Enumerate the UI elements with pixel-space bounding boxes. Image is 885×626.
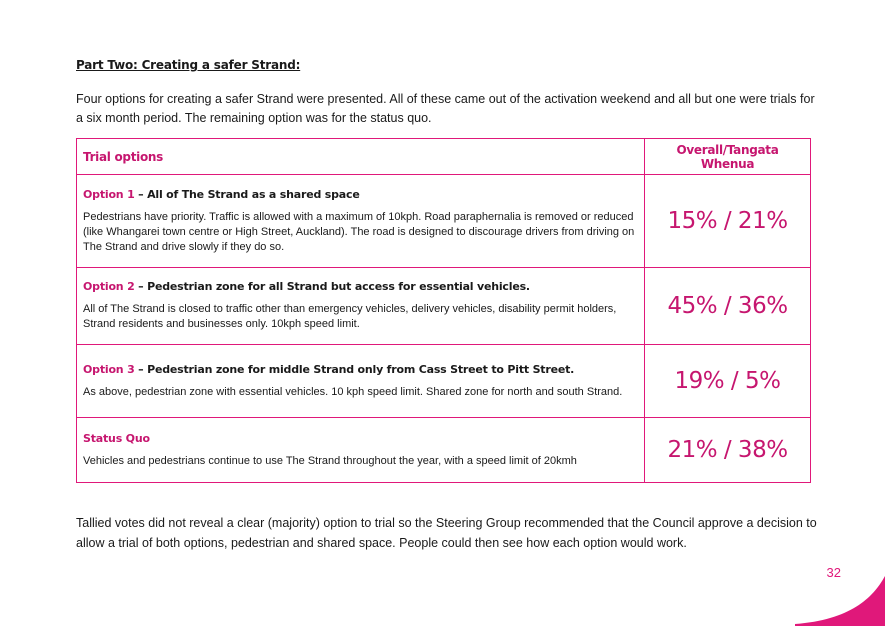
result-cell: 45% / 36% [645,268,811,345]
option-description: All of The Strand is closed to traffic other than emergency vehicles, delivery vehicles, disability permit holders, Strand residents and businesses only. 10kph speed limit. [83,303,617,330]
option-cell [77,268,645,345]
option-description: Vehicles and pedestrians continue to use The Strand throughout the year, with a speed limit of 20kmh [83,454,577,467]
option-title [83,432,638,445]
table-row [77,175,811,268]
option-label: Option 2 [83,280,135,293]
result-cell: 15% / 21% [645,175,811,268]
intro-paragraph: Four options for creating a safer Strand were presented. All of these came out of the activation weekend and all but one were trials for a six month period. The remaining option was for the status quo. [76,92,815,125]
trial-options-table [76,138,811,483]
option-title [83,188,638,201]
option-heading: – All of The Strand as a shared space [134,187,360,201]
option-title [83,363,638,376]
option-label: Option 3 [83,362,135,376]
col-header-result: Overall/Tangata Whenua [645,139,811,175]
result-cell: 21% / 38% [645,418,811,483]
option-label: Option 1 [83,187,135,201]
option-heading: – Pedestrian zone for middle Strand only from Cass Street to Pitt Street. [134,362,575,376]
table-row [77,345,811,418]
option-description: As above, pedestrian zone with essential vehicles. 10 kph speed limit. Shared zone for north and south Strand. [83,385,623,398]
col-header-options: Trial options [77,139,645,175]
option-heading: – Pedestrian zone for all Strand but access for essential vehicles. [134,280,530,293]
section-heading: Part Two: Creating a safer Strand: [76,58,301,72]
option-cell [77,175,645,268]
table-row [77,418,811,483]
table-row [77,268,811,345]
option-description: Pedestrians have priority. Traffic is allowed with a maximum of 10kph. Road paraphernalia is removed or reduced (like Whangarei town centre or High Street, Auckland). The road is designed to discourage drivers from driving on The Strand and drive slowly if they do so. [83,210,635,253]
option-cell [77,345,645,418]
conclusion-paragraph: Tallied votes did not reveal a clear (majority) option to trial so the Steering Group recommended that the Council approve a decision to allow a trial of both options, pedestrian and shared space. People could then see how each option would work. [76,516,817,550]
option-cell [77,418,645,483]
table-header-row [77,139,811,175]
corner-swoosh-decoration [795,576,885,626]
option-title [83,280,638,293]
result-cell: 19% / 5% [645,345,811,418]
option-label: Status Quo [83,431,150,445]
page-number: 32 [826,565,841,580]
